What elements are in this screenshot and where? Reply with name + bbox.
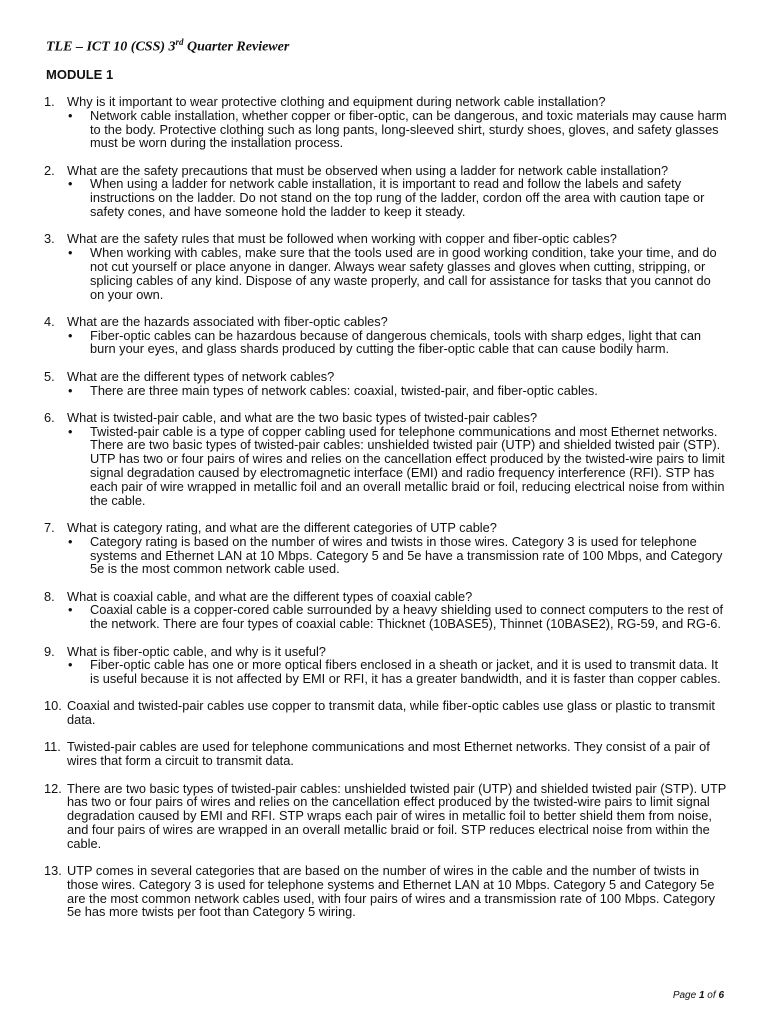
item-number: 11. [44,739,61,755]
item-number: 9. [44,643,55,659]
list-item [0,590,768,631]
answer-text: Fiber-optic cables can be hazardous because of dangerous chemicals, tools with sharp edges, light that can burn your eyes, and glass shards produced by cutting the fiber-optic cable that can cause bodily harm. [90,327,702,357]
answer-text: When working with cables, make sure that the tools used are in good working condition, take your time, and do not cut yourself or place anyone in danger. Always wear safety glasses and gloves when cutting, stripping, or splicing cables of any kind. Dispose of any waste properly, and call for assistance for tasks that you cannot do on your own. [90,245,717,302]
list-item [0,232,768,301]
answer-bullet [68,245,728,302]
question-text: What are the safety rules that must be followed when working with copper and fiber-optic cables? [67,231,617,247]
list-item [0,864,768,919]
title-text-end: Quarter Reviewer [183,39,290,55]
answer-text: There are three main types of network cables: coaxial, twisted-pair, and fiber-optic cables. [90,382,598,398]
question-text: What is category rating, and what are the different categories of UTP cable? [67,519,497,535]
answer-text: Network cable installation, whether copper or fiber-optic, can be dangerous, and toxic materials may cause harm to the body. Protective clothing such as long pants, long-sleeved shirt, sturdy shoes, gloves, and safety glasses must be worn during the installation process. [90,107,727,151]
answer-bullet [68,176,728,220]
item-number: 7. [44,519,55,535]
title-superscript: rd [175,37,184,47]
title-text: TLE – ICT 10 (CSS) 3 [46,39,176,55]
item-number: 10. [44,698,62,714]
item-number: 6. [44,409,55,425]
statement-text: Coaxial and twisted-pair cables use copper to transmit data, while fiber-optic cables use glass or plastic to transmit data. [67,698,715,728]
list-item [0,521,768,576]
question-text: What is fiber-optic cable, and why is it useful? [67,643,326,659]
item-number: 5. [44,368,55,384]
answer-bullet [68,533,728,577]
answer-bullet [68,602,728,632]
reviewer-list [0,95,768,933]
question-text: What is coaxial cable, and what are the different types of coaxial cable? [67,588,473,604]
answer-bullet [68,107,728,151]
page-label: Page [672,990,699,1001]
list-item [0,315,768,356]
page-footer [673,990,724,1001]
answer-text: Twisted-pair cable is a type of copper cabling used for telephone communications and most Ethernet networks. There are two basic types of twisted-pair cables: unshielded twisted pair (UTP) and shielded twisted pair (STP). UTP has two or four pairs of wires and relies on the cancellation effect produced by the twisted-wire pairs to limit signal degradation caused by electromagnetic interface (EMI) and radio frequency interference (RFI). STP has each pair of wire wrapped in metallic foil and an overall metallic braid or foil, reducing electrical noise from within the cable. [90,423,725,508]
question-text: What are the different types of network cables? [67,368,335,384]
bullet-icon: • [68,327,73,343]
bullet-icon: • [68,657,73,673]
item-number: 8. [44,588,55,604]
answer-text: When using a ladder for network cable installation, it is important to read and follow the labels and safety instructions on the ladder. Do not stand on the top rung of the ladder, cordon off the area with caution tape or safety cones, and have someone hold the ladder to keep it steady. [90,176,705,220]
question-text: What is twisted-pair cable, and what are the two basic types of twisted-pair cables? [67,409,538,425]
list-item [0,95,768,150]
item-number: 2. [44,162,55,178]
document-title [46,37,289,56]
list-item [0,740,768,768]
question-text: Why is it important to wear protective clothing and equipment during network cable installation? [67,94,606,109]
bullet-icon: • [68,382,73,398]
list-item [0,411,768,508]
item-number: 12. [44,780,62,796]
bullet-icon: • [68,107,73,123]
statement-text: UTP comes in several categories that are based on the number of wires in the cable and the number of twists in those wires. Category 3 is used for telephone systems and Ethernet LAN at 10 Mbps. Category 5 and Category 5e are the most common network cables used, with four pairs of wires and a transmission rate of 100 Mbps. Category 5e has more twists per foot than Category 5 wiring. [67,863,715,920]
list-item [0,782,768,851]
bullet-icon: • [68,176,73,192]
page-number: 1 [698,990,705,1001]
answer-bullet [68,657,728,687]
of-label: of [704,990,719,1001]
answer-text: Coaxial cable is a copper-cored cable surrounded by a heavy shielding used to connect computers to the rest of the network. There are four types of coaxial cable: Thicknet (10BASE5), Thinnet (10BASE2), RG-59, and RG-6. [90,602,724,632]
answer-text: Fiber-optic cable has one or more optical fibers enclosed in a sheath or jacket, and it is used to transmit data. It is useful because it is not affected by EMI or RFI, it has a greater bandwidth, and it is faster than copper cables. [90,657,721,687]
question-text: What are the safety precautions that must be observed when using a ladder for network cable installation? [67,162,669,178]
bullet-icon: • [68,533,73,549]
statement-text: There are two basic types of twisted-pair cables: unshielded twisted pair (UTP) and shielded twisted pair (STP). UTP has two or four pairs of wires and relies on the cancellation effect produced by the twisted-wire pairs to limit signal degradation caused by EMI and RFI. STP wraps each pair of wires in metallic foil to better shield them from noise, and four pairs of wires are wrapped in an overall metallic braid or foil. STP reduces electrical noise from within the cable. [67,780,727,851]
page-total: 6 [718,990,724,1001]
list-item [0,164,768,219]
question-text: What are the hazards associated with fiber-optic cables? [67,313,388,329]
bullet-icon: • [68,245,73,261]
statement-text: Twisted-pair cables are used for telephone communications and most Ethernet networks. They consist of a pair of wires that form a circuit to transmit data. [67,739,710,769]
list-item [0,645,768,686]
module-heading: MODULE 1 [46,67,114,82]
item-number: 13. [44,863,62,879]
item-number: 4. [44,313,55,329]
answer-text: Category rating is based on the number of wires and twists in those wires. Category 3 is used for telephone systems and Ethernet LAN at 10 Mbps. Category 5 and 5e have a transmission rate of 100 Mbps, and Category 5e is the most common network cable used. [90,533,723,577]
list-item [0,370,768,398]
bullet-icon: • [68,602,73,618]
answer-bullet [68,327,728,357]
answer-bullet [68,382,728,398]
item-number: 3. [44,231,55,247]
list-item [0,699,768,727]
answer-bullet [68,423,728,508]
item-number: 1. [44,94,55,109]
bullet-icon: • [68,423,73,439]
